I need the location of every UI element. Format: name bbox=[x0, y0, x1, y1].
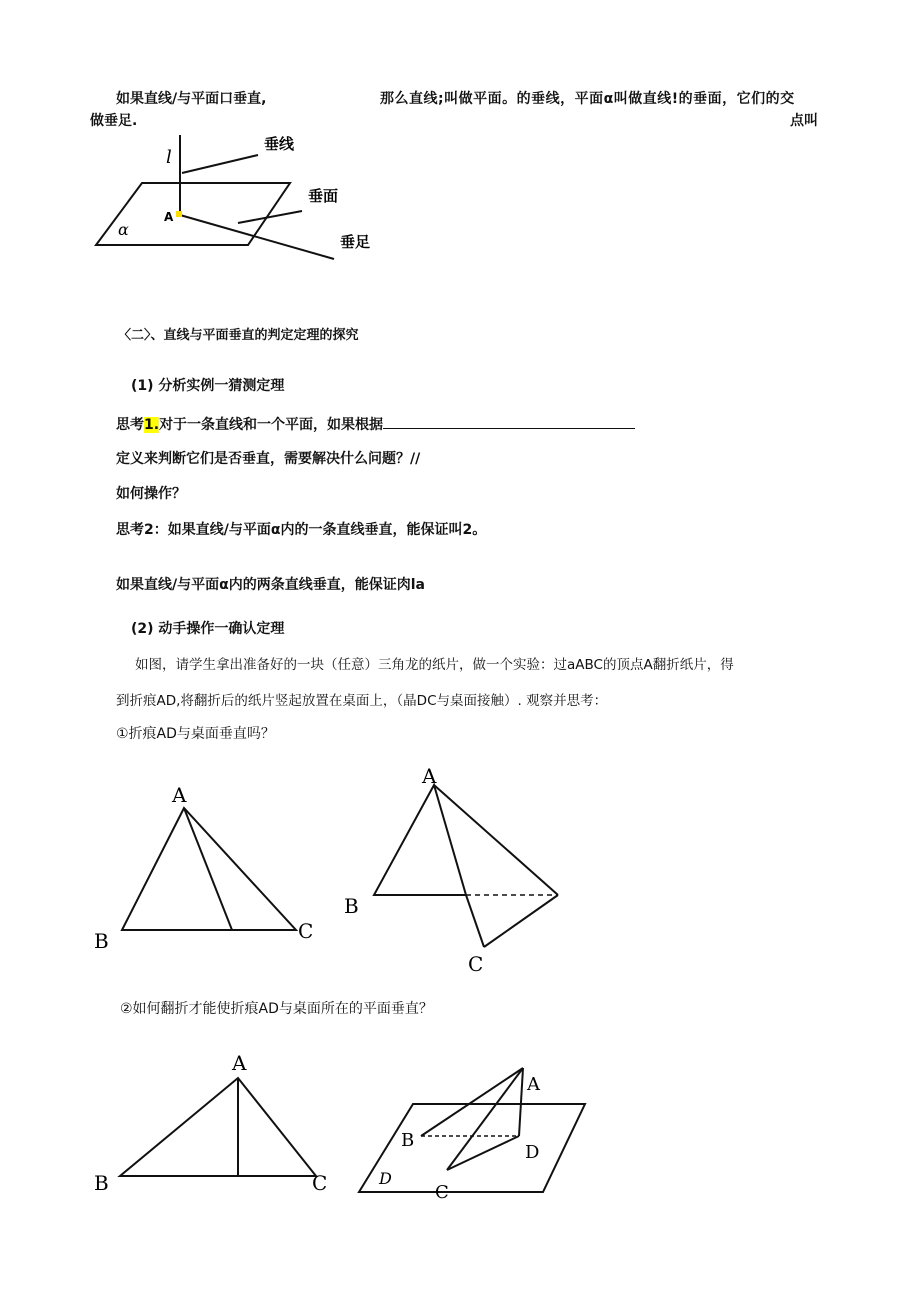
fig3l-label-A: A bbox=[232, 1051, 247, 1075]
two-lines-question: 如果直线/与平面α内的两条直线垂直，能保证肉la bbox=[116, 577, 425, 593]
fig3r-label-A: A bbox=[527, 1074, 540, 1095]
fig3r-label-C: C bbox=[435, 1182, 449, 1203]
think2: 思考2：如果直线/与平面α内的一条直线垂直，能保证叫2。 bbox=[116, 522, 487, 538]
think1-blank-line bbox=[383, 414, 635, 429]
fold-edge-AC bbox=[434, 785, 558, 895]
crease-AD bbox=[184, 808, 232, 930]
figure-perpendicular-line-plane bbox=[90, 125, 410, 285]
fig1-label-foot: 垂足 bbox=[340, 233, 371, 251]
foot-marker bbox=[176, 211, 182, 217]
edge-AC bbox=[447, 1068, 523, 1170]
fig1-label-l: l bbox=[166, 147, 172, 168]
intro-line2-left: 做垂足. bbox=[90, 113, 138, 129]
fig1-label-alpha: α bbox=[118, 220, 129, 239]
figure2-right-folded bbox=[340, 765, 580, 980]
fig2l-label-A: A bbox=[172, 783, 187, 807]
plane-D bbox=[359, 1104, 585, 1192]
fig2r-label-C: C bbox=[468, 952, 484, 976]
think1-number: 1. bbox=[144, 417, 160, 433]
paragraph-line1: 如图，请学生拿出准备好的一块（任意）三角龙的纸片，做一个实验：过aABC的顶点A翻折纸片，得 bbox=[135, 657, 734, 673]
figure3-right-plane bbox=[355, 1060, 595, 1205]
paragraph-line2: 到折痕AD,将翻折后的纸片竖起放置在桌面上，（晶DC与桌面接触）. 观察并思考： bbox=[116, 693, 608, 709]
fig2r-label-B: B bbox=[344, 894, 359, 918]
think1-continuation: 定义来判断它们是否垂直，需要解决什么问题？// bbox=[116, 451, 421, 467]
question-1: ①折痕AD与桌面垂直吗？ bbox=[116, 726, 275, 742]
part2-title: (2) 动手操作一确认定理 bbox=[131, 621, 285, 637]
fig3r-label-D: D bbox=[525, 1142, 540, 1163]
figure3-left-triangle bbox=[90, 1048, 340, 1198]
question-2: ②如何翻折才能使折痕AD与桌面所在的平面垂直？ bbox=[120, 1001, 433, 1017]
edge-AD bbox=[519, 1068, 523, 1136]
triangle-ABC-altitude bbox=[120, 1078, 316, 1176]
pointer-line-foot bbox=[180, 215, 334, 259]
think1-line bbox=[116, 414, 635, 434]
part1-title: (1) 分析实例一猜测定理 bbox=[131, 378, 285, 394]
fig3r-label-B: B bbox=[401, 1130, 415, 1151]
fig3r-label-plane: D bbox=[379, 1169, 392, 1188]
how-to-operate: 如何操作？ bbox=[116, 486, 186, 502]
intro-line1-right: 那么直线;叫做平面。的垂线，平面α叫做直线!的垂面，它们的交 bbox=[380, 91, 795, 107]
section2-title: 〈二〉、直线与平面垂直的判定定理的探究 bbox=[118, 328, 359, 343]
pointer-line-perp bbox=[182, 155, 258, 173]
fold-edge-DC-front bbox=[466, 895, 484, 947]
fig1-label-perp-plane: 垂面 bbox=[308, 187, 339, 205]
fig1-label-A: A bbox=[164, 210, 174, 224]
think1-prefix: 思考 bbox=[116, 417, 144, 433]
figure2-left-triangle bbox=[90, 780, 330, 955]
fig3l-label-C: C bbox=[312, 1171, 328, 1195]
fig2r-label-A: A bbox=[422, 764, 437, 788]
intro-line2-right: 点叫 bbox=[790, 113, 818, 129]
think1-text: 对于一条直线和一个平面，如果根据 bbox=[159, 417, 384, 433]
intro-line1-left: 如果直线/与平面口垂直, bbox=[116, 91, 267, 107]
fig1-label-perp-line: 垂线 bbox=[264, 135, 295, 153]
fig3l-label-B: B bbox=[94, 1171, 109, 1195]
fig2l-label-B: B bbox=[94, 929, 109, 953]
fig2l-label-C: C bbox=[298, 919, 314, 943]
edge-CD bbox=[447, 1136, 519, 1170]
fold-edge-C bbox=[484, 895, 558, 947]
edge-BA bbox=[421, 1068, 523, 1136]
